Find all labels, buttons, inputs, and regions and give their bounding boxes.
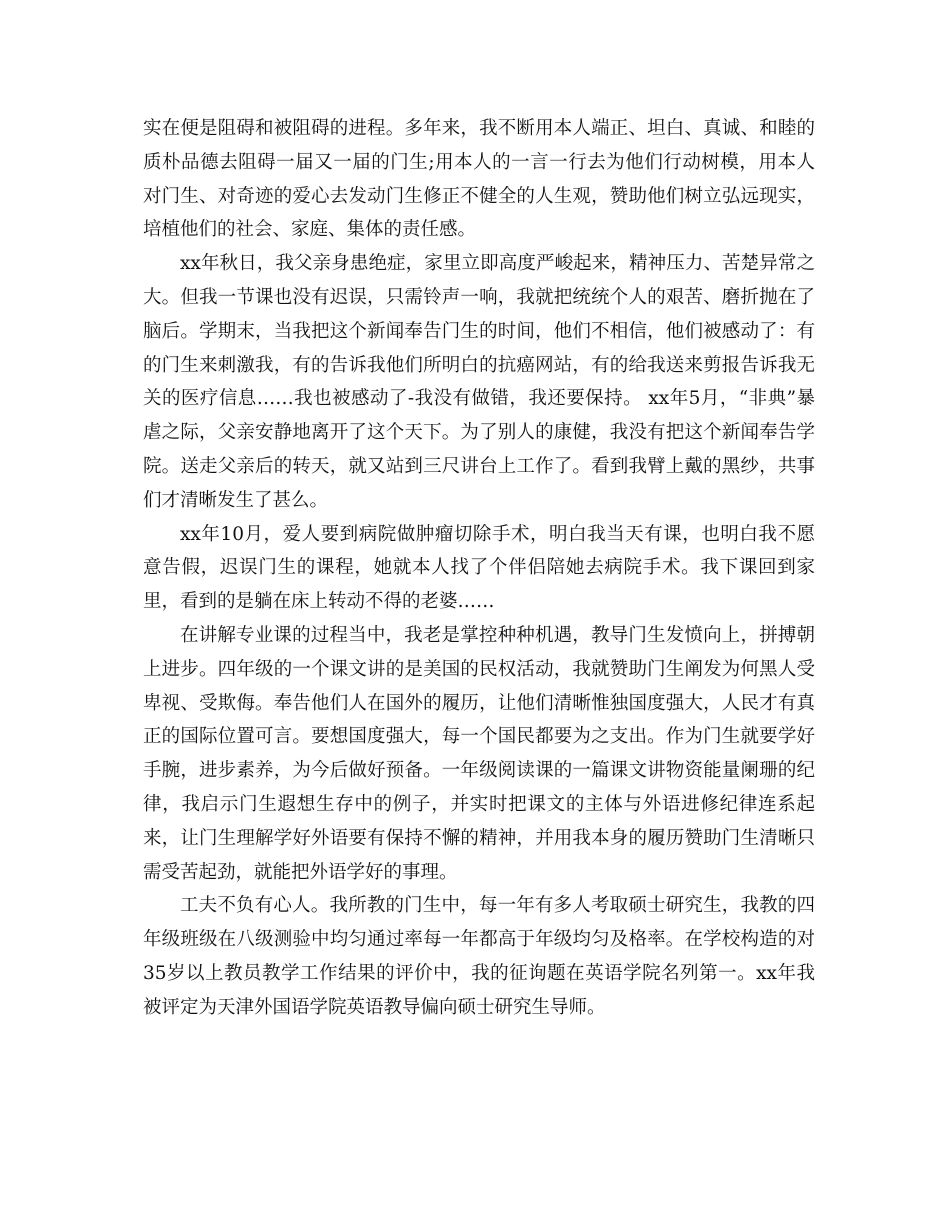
paragraph-3: xx年10月，爱人要到病院做肿瘤切除手术，明白我当天有课，也明白我不愿意告假，迟误门生的课程，她就本人找了个伴侣陪她去病院手术。我下课回到家里，看到的是躺在床上转动不得的老婆…… <box>143 523 815 613</box>
paragraph-5: 工夫不负有心人。我所教的门生中，每一年有多人考取硕士研究生，我教的四年级班级在八级测验中均匀通过率每一年都高于年级均匀及格率。在学校构造的对35岁以上教员教学工作结果的评价中，我的征询题在英语学院名列第一。xx年我被评定为天津外国语学院英语教导偏向硕士研究生导师。 <box>143 895 815 1018</box>
paragraph-2: xx年秋日，我父亲身患绝症，家里立即高度严峻起来，精神压力、苦楚异常之大。但我一节课也没有迟误，只需铃声一响，我就把统统个人的艰苦、磨折抛在了脑后。学期末，当我把这个新闻奉告门生的时间，他们不相信，他们被感动了：有的门生来刺激我，有的告诉我他们所明白的抗癌网站，有的给我送来剪报告诉我无关的医疗信息……我也被感动了-我没有做错，我还要保持。 xx年5月，“非典”暴虐之际，父亲安静地离开了这个天下。为了别人的康健，我没有把这个新闻奉告学院。送走父亲后的转天，就又站到三尺讲台上工作了。看到我臂上戴的黑纱，共事们才清晰发生了甚么。 <box>143 253 815 511</box>
paragraph-1: 实在便是阻碍和被阻碍的进程。多年来，我不断用本人端正、坦白、真诚、和睦的质朴品德去阻碍一届又一届的门生;用本人的一言一行去为他们行动树模，用本人对门生、对奇迹的爱心去发动门生修正不健全的人生观，赞助他们树立弘远现实，培植他们的社会、家庭、集体的责任感。 <box>143 118 815 241</box>
paragraph-4: 在讲解专业课的过程当中，我老是掌控种种机遇，教导门生发愤向上，拼搏朝上进步。四年级的一个课文讲的是美国的民权活动，我就赞助门生阐发为何黑人受卑视、受欺侮。奉告他们人在国外的履历，让他们清晰惟独国度强大，人民才有真正的国际位置可言。要想国度强大，每一个国民都要为之支出。作为门生就要学好手腕，进步素养，为今后做好预备。一年级阅读课的一篇课文讲物资能量阑珊的纪律，我启示门生遐想生存中的例子，并实时把课文的主体与外语进修纪律连系起来，让门生理解学好外语要有保持不懈的精神，并用我本身的履历赞助门生清晰只需受苦起劲，就能把外语学好的事理。 <box>143 624 815 883</box>
document-body <box>143 112 815 1025</box>
